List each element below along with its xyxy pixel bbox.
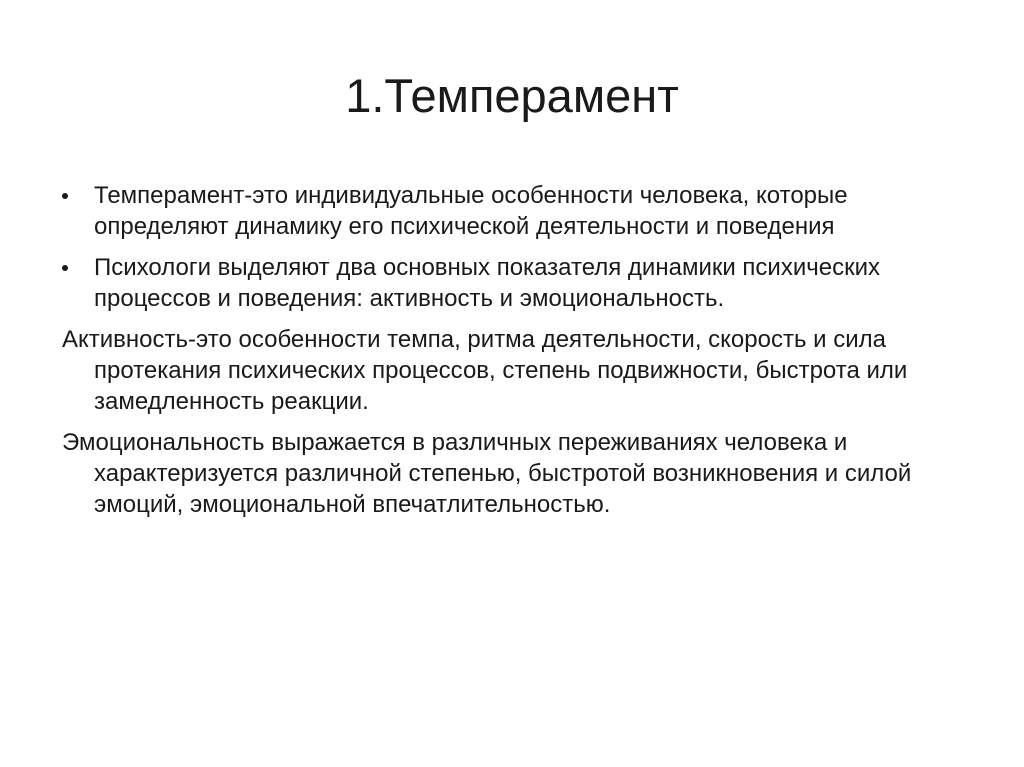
bullet-icon [62,265,68,271]
bullet-item [62,252,982,314]
slide-content [62,180,982,530]
bullet-text: Психологи выделяют два основных показателя динамики психических процессов и поведения: активность и эмоциональность. [94,254,880,312]
paragraph-activity: Активность-это особенности темпа, ритма деятельности, скорость и сила протекания психических процессов, степень подвижности, быстрота или замедленность реакции. [62,326,908,415]
bullet-icon [62,193,68,199]
slide-title: 1.Темперамент [345,69,679,122]
paragraph-emotionality: Эмоциональность выражается в различных переживаниях человека и характеризуется различной степенью, быстротой возникновения и силой эмоций, эмоциональной впечатлительностью. [62,429,912,518]
bullet-text: Темперамент-это индивидуальные особенности человека, которые определяют динамику его психической деятельности и поведения [94,182,848,240]
bullet-item [62,180,982,242]
